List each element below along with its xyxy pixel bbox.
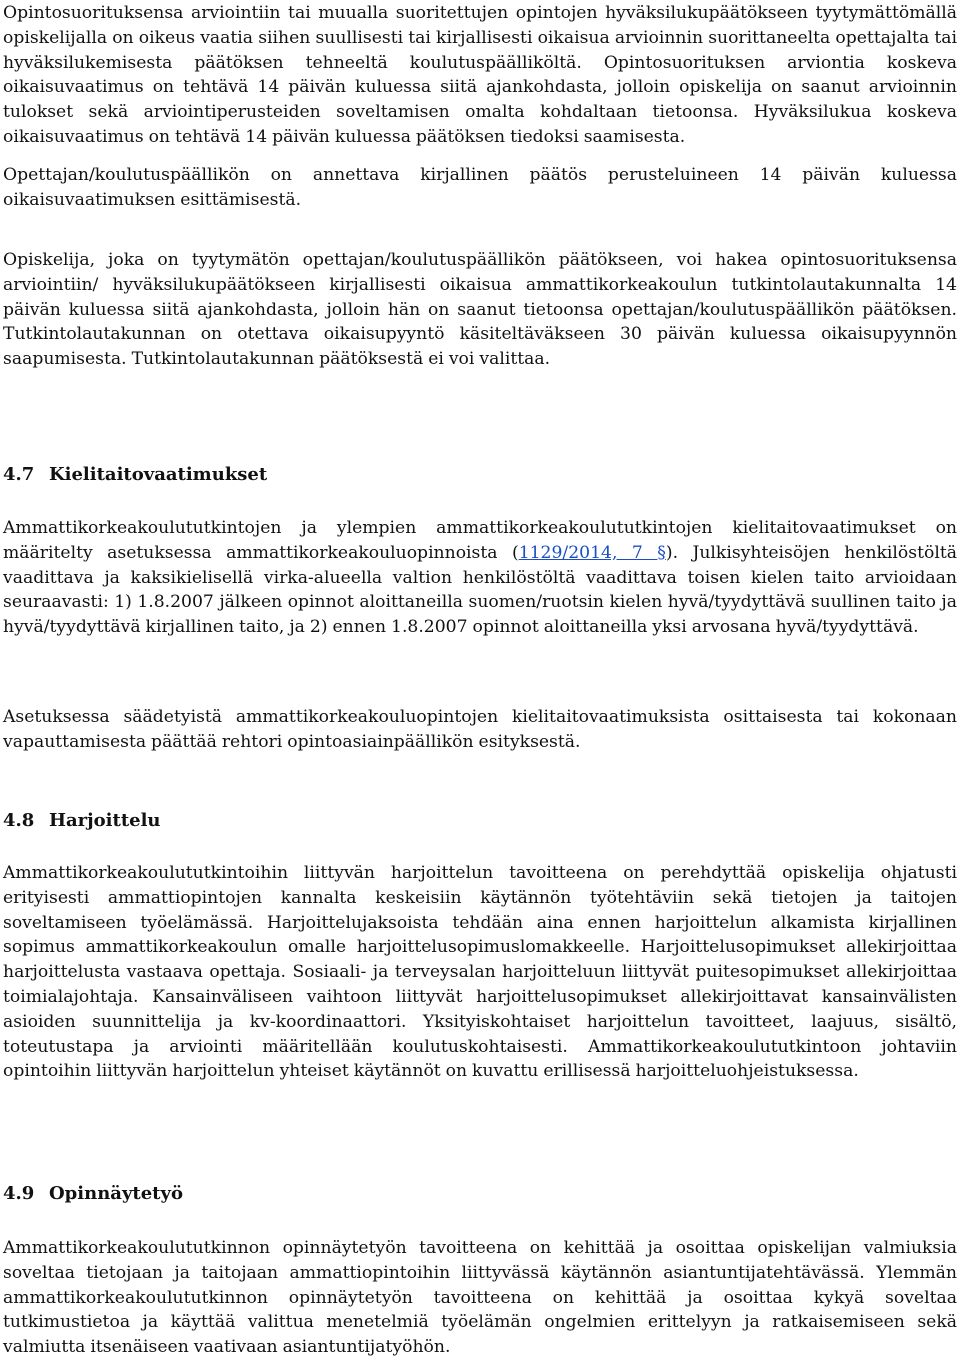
section-heading-4-9 — [3, 1181, 183, 1207]
statute-link[interactable]: 1129/2014, 7 § — [518, 542, 666, 563]
paragraph-language-exemption: Asetuksessa säädetyistä ammattikorkeakouluopintojen kielitaitovaatimuksista osittaisesta tai kokonaan vapauttamisesta päättää rehtori opintoasiainpäällikön esityksestä. — [3, 707, 957, 752]
section-number: 4.7 — [3, 464, 35, 485]
paragraph-language-requirements — [3, 516, 957, 640]
paragraph-thesis: Ammattikorkeakoulututkinnon opinnäytetyön tavoitteena on kehittää ja osoittaa opiskelijan valmiuksia soveltaa tietojaan ja taitojaan ammattiopintoihin liittyvässä käytännön asiantuntijatehtävässä. Ylemmän ammattikorkeakoulututkinnon opinnäytetyön tavoitteena on kehittää ja osoittaa kykyä soveltaa tutkimustietoa ja käyttää valittua menetelmiä työelämän ongelmien erittelyyn ja ratkaisemiseen sekä valmiutta itsenäiseen vaativaan asiantuntijatyöhön. — [3, 1238, 957, 1358]
paragraph-examination-board: Opiskelija, joka on tyytymätön opettajan/koulutuspäällikön päätökseen, voi hakea opintosuorituksensa arviointiin/ hyväksilukupäätökseen kirjallisesti oikaisua ammattikorkeakoulun tutkintolautakunnalta 14 päivän kuluessa siitä ajankohdasta, jolloin hän on saanut tietoonsa opettajan/koulutuspäällikön päätöksen. Tutkintolautakunnan on otettava oikaisupyyntö käsiteltäväkseen 30 päivän kuluessa oikaisupyynnön saapumisesta. Tutkintolautakunnan päätöksestä ei voi valittaa. — [3, 250, 957, 370]
section-number: 4.8 — [3, 810, 35, 831]
paragraph-internship: Ammattikorkeakoulututkintoihin liittyvän harjoittelun tavoitteena on perehdyttää opiskelija ohjatusti erityisesti ammattiopintojen kannalta keskeisiin käytännön työtehtäviin sekä tietojen ja taitojen soveltamiseen työelämässä. Harjoittelujaksoista tehdään aina ennen harjoittelun alkamista kirjallinen sopimus ammattikorkeakoulun omalle harjoittelusopimuslomakkeelle. Harjoittelusopimukset allekirjoittaa harjoittelusta vastaava opettaja. Sosiaali- ja terveysalan harjoitteluun liittyvät puitesopimukset allekirjoittaa toimialajohtaja. Kansainväliseen vaihtoon liittyvät harjoittelusopimukset allekirjoittavat kansainvälisten asioiden suunnittelija ja kv-koordinaattori. Yksityiskohtaiset harjoittelun tavoitteet, laajuus, sisältö, toteutustapa ja arviointi määritellään koulutuskohtaisesti. Ammattikorkeakoulututkintoon johtaviin opintoihin liittyvän harjoittelun yhteiset käytännöt on kuvattu erillisessä harjoitteluohjeistuksessa. — [3, 863, 957, 1082]
section-title: Harjoittelu — [49, 810, 161, 831]
paragraph-decision-deadline: Opettajan/koulutuspäällikön on annettava kirjallinen päätös perusteluineen 14 päivän kuluessa oikaisuvaatimuksen esittämisestä. — [3, 165, 957, 210]
section-heading-4-8 — [3, 808, 161, 834]
text-segment: ). Julkisyhteisöjen henkilöstöltä vaadittava ja kaksikielisellä virka-alueella valtion henkilöstöltä vaadittava toisen kielen taito arvioidaan seuraavasti: 1) 1.8.2007 jälkeen opinnot aloittaneilla suomen/ruotsin kielen hyvä/tyydyttävä suullinen taito ja hyvä/tyydyttävä kirjallinen taito, ja 2) ennen 1.8.2007 opinnot aloittaneilla yksi arvosana hyvä/tyydyttävä. — [3, 542, 957, 638]
section-title: Kielitaitovaatimukset — [49, 464, 268, 485]
paragraph-appeal-rules: Opintosuorituksensa arviointiin tai muualla suoritettujen opintojen hyväksilukupäätökseen tyytymättömällä opiskelijalla on oikeus vaatia siihen suullisesti tai kirjallisesti oikaisua arvioinnin suorittaneelta opettajalta tai hyväksilukemisesta päätöksen tehneeltä koulutuspäälliköltä. Opintosuorituksen arviontia koskeva oikaisuvaatimus on tehtävä 14 päivän kuluessa siitä ajankohdasta, jolloin opiskelija on saanut arvioinnin tulokset sekä arviointiperusteiden soveltamisen omalta kohdaltaan tietoonsa. Hyväksilukua koskeva oikaisuvaatimus on tehtävä 14 päivän kuluessa päätöksen tiedoksi saamisesta. — [3, 3, 957, 147]
section-number: 4.9 — [3, 1183, 35, 1204]
section-heading-4-7 — [3, 462, 267, 488]
section-title: Opinnäytetyö — [49, 1183, 183, 1204]
text-segment: Ammattikorkeakoulututkintojen ja ylempien ammattikorkeakoulututkintojen kielitaitovaatimukset on määritelty asetuksessa ammattikorkeakouluopinnoista ( — [3, 518, 957, 563]
